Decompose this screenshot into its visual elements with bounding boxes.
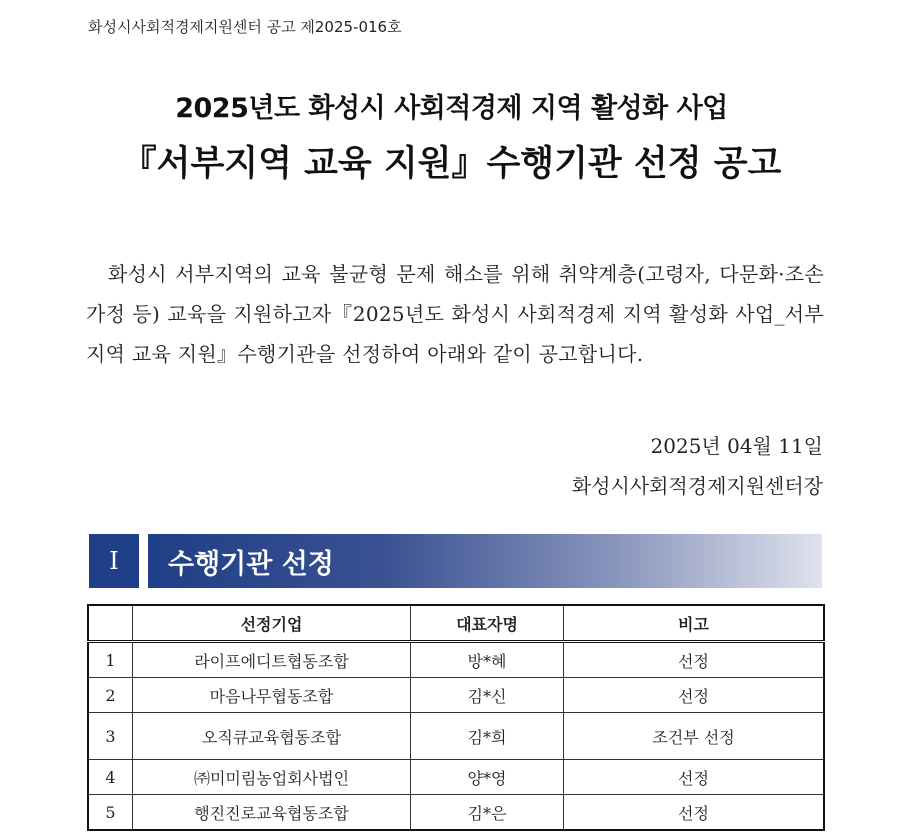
title-line-2: 『서부지역 교육 지원』수행기관 선정 공고 — [121, 144, 782, 184]
row-number: 1 — [88, 642, 133, 678]
header-note: 비고 — [564, 605, 825, 642]
table-row — [88, 795, 824, 831]
row-number: 4 — [88, 760, 133, 795]
table-row — [88, 713, 824, 760]
company-name: ㈜미미림농업회사법인 — [133, 760, 411, 795]
representative-name: 방*혜 — [411, 642, 564, 678]
note: 선정 — [564, 760, 825, 795]
representative-name: 양*영 — [411, 760, 564, 795]
representative-name: 김*신 — [411, 678, 564, 713]
header-no — [88, 605, 133, 642]
table-row — [88, 760, 824, 795]
company-name: 마음나무협동조합 — [133, 678, 411, 713]
notice-date: 2025년 04월 11일 — [650, 434, 823, 458]
note: 선정 — [564, 678, 825, 713]
note: 조건부 선정 — [564, 713, 825, 760]
note: 선정 — [564, 642, 825, 678]
row-number: 5 — [88, 795, 133, 831]
table-row — [88, 642, 824, 678]
representative-name: 김*은 — [411, 795, 564, 831]
header-company: 선정기업 — [133, 605, 411, 642]
title-line-1: 2025년도 화성시 사회적경제 지역 활성화 사업 — [175, 93, 728, 124]
company-name: 오직큐교육협동조합 — [133, 713, 411, 760]
signer: 화성시사회적경제지원센터장 — [571, 474, 823, 498]
announcement-body-text: 화성시 서부지역의 교육 불균형 문제 해소를 위해 취약계층(고령자, 다문화·조손가정 등) 교육을 지원하고자『2025년도 화성시 사회적경제 지역 활성화 사업_서부지역 교육 지원』수행기관을 선정하여 아래와 같이 공고합니다. — [86, 262, 824, 366]
company-name: 라이프에디트협동조합 — [133, 642, 411, 678]
representative-name: 김*희 — [411, 713, 564, 760]
table-header-row — [88, 605, 824, 642]
section-header — [148, 534, 822, 588]
section-title: 수행기관 선정 — [168, 548, 334, 580]
announcement-body — [86, 254, 824, 374]
company-name: 행진진로교육협동조합 — [133, 795, 411, 831]
note: 선정 — [564, 795, 825, 831]
section-number: I — [89, 534, 139, 588]
row-number: 2 — [88, 678, 133, 713]
selection-table — [87, 604, 825, 831]
table-row — [88, 678, 824, 713]
row-number: 3 — [88, 713, 133, 760]
notice-number: 화성시사회적경제지원센터 공고 제2025-016호 — [88, 18, 402, 36]
header-representative: 대표자명 — [411, 605, 564, 642]
